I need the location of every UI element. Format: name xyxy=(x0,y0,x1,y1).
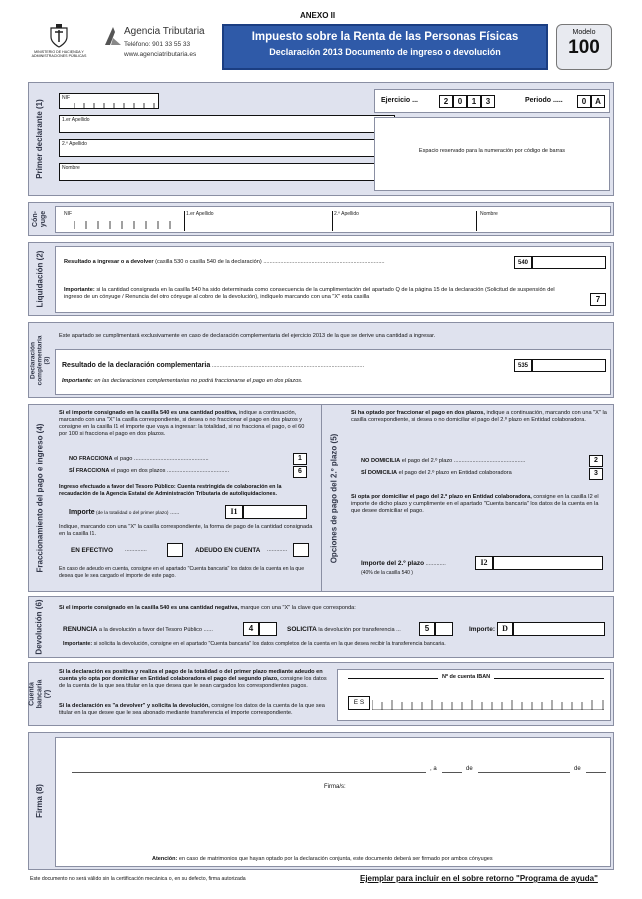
side-label-declarante: Primer declarante (1) xyxy=(35,99,44,179)
section-fraccionamiento xyxy=(28,404,614,592)
iban-input[interactable]: E S xyxy=(348,696,604,710)
agency-web: www.agenciatributaria.es xyxy=(124,51,197,58)
footer-note: Este documento no será válido sin la certificación mecánica o, en su defecto, firma autorizada xyxy=(30,876,246,882)
declarante-apellido1-field[interactable]: 1.er Apellido xyxy=(59,115,395,133)
coat-of-arms-icon xyxy=(48,24,70,48)
agency-logo-icon xyxy=(104,26,122,46)
devolucion-area: RENUNCIA a la devolución a favor del Tesoro Público ...... 4 SOLICITA la devolución por transferencia ... 5 Importe: D Importante: si solicita la devolución, consigne en el apartado "Cuenta bancaria" los datos completos de la cuenta en la que desea recibir la transferencia bancaria. xyxy=(55,617,611,655)
conyuge-fields[interactable]: NIF 1.er Apellido 2.º Apellido Nombre xyxy=(55,206,611,233)
casilla-4[interactable]: 4 xyxy=(243,622,259,636)
casilla-7[interactable]: 7 xyxy=(590,293,606,306)
casilla-2[interactable]: 2 xyxy=(589,455,603,467)
section-cuenta-bancaria: Cuenta bancaria (7) Si la declaración es positiva y realiza el pago de la totalidad o del primer plazo mediante adeudo en cuenta y/o opta por domiciliar en Entidad colaboradora el pago del segundo plazo, consigne los datos de la cuenta de la que sea titular en la que desea que le sean cargados los correspondientes pagos. Si la declaración es "a devolver" y solicita la devolución, consigne los datos de la cuenta de la que sea titular en la que desee que le sea abonado mediante transferencia el importe correspondiente. Nº de cuenta IBAN E S xyxy=(28,662,614,726)
side-label-firma: Firma (8) xyxy=(35,784,45,818)
side-label-opciones: Opciones de pago del 2.º plazo (5) xyxy=(329,433,339,563)
periodo-digits[interactable]: 0 A xyxy=(577,95,605,108)
section-liquidacion xyxy=(28,242,614,316)
modelo-label: Modelo xyxy=(572,29,596,36)
casilla-4-fill xyxy=(259,622,277,636)
casilla-1[interactable]: 1 xyxy=(293,453,307,465)
declarante-nombre-field[interactable]: Nombre xyxy=(59,163,395,181)
agency-name: Agencia Tributaria xyxy=(124,26,205,37)
iban-area: Nº de cuenta IBAN E S xyxy=(337,669,611,721)
casilla-5[interactable]: 5 xyxy=(419,622,435,636)
anexo-label: ANEXO II xyxy=(300,11,336,20)
side-label-liquidacion: Liquidación (2) xyxy=(35,250,45,308)
casilla-i1: I1 xyxy=(225,505,243,519)
ejercicio-digits[interactable]: 2 0 1 3 xyxy=(439,95,495,108)
side-label-conyuge: Cón- yuge xyxy=(32,210,47,228)
declarante-apellido2-field[interactable]: 2.º Apellido xyxy=(59,139,395,157)
footer-copy-label: Ejemplar para incluir en el sobre retorno "Programa de ayuda" xyxy=(360,874,598,883)
side-label-cuenta: Cuenta bancaria (7) xyxy=(28,679,52,709)
side-label-devolucion: Devolución (6) xyxy=(35,599,44,655)
casilla-6[interactable]: 6 xyxy=(293,466,307,478)
title-banner xyxy=(222,24,548,70)
modelo-box xyxy=(556,24,612,70)
barcode-area: Espacio reservado para la numeración por código de barras xyxy=(374,117,610,191)
importe-i2-input[interactable] xyxy=(493,556,603,570)
agency-phone: Teléfono: 901 33 55 33 xyxy=(124,41,191,48)
efectivo-checkbox[interactable] xyxy=(167,543,183,557)
ministry-name: MINISTERIO DE HACIENDA Y ADMINISTRACIONES PÚBLICAS xyxy=(31,50,87,58)
opciones-side-strip xyxy=(321,405,345,591)
declarante-names-area xyxy=(55,89,399,193)
side-label-complementaria: Declaración complementaria (3) xyxy=(29,335,51,385)
section-complementaria: Declaración complementaria (3) Este apartado se cumplimentará exclusivamente en caso de declaración complementaria del ejercicio 2013 de la que se derive una cantidad a ingresar. Resultado de la declaración complementaria .................................................................................................. 535 Importante: en las declaraciones complementarias no podrá fraccionarse el pago en dos plazos. xyxy=(28,322,614,398)
resultado-540-input[interactable] xyxy=(532,256,606,269)
modelo-number: 100 xyxy=(568,37,600,58)
casilla-540: 540 xyxy=(514,256,532,269)
declarante-nif-field[interactable]: NIF xyxy=(59,93,159,109)
casilla-3[interactable]: 3 xyxy=(589,468,603,480)
section-devolucion: Devolución (6) Si el importe consignado en la casilla 540 es una cantidad negativa, marque con una "X" la clave que corresponda: RENUNCIA a la devolución a favor del Tesoro Público ...... 4 SOLICITA la devolución por transferencia ... 5 Importe: D Importante: si solicita la devolución, consigne en el apartado "Cuenta bancaria" los datos completos de la cuenta en la que desea recibir la transferencia bancaria. xyxy=(28,596,614,658)
firma-area[interactable]: , a de de Firma/s: Atención: en caso de matrimonios que hayan optado por la declaración conjunta, este documento deberá ser firmado por ambos cónyuges xyxy=(55,737,611,867)
side-label-fraccionamiento: Fraccionamiento del pago e ingreso (4) xyxy=(35,423,45,573)
section-primer-declarante xyxy=(28,82,614,196)
fraccionamiento-area: Si el importe consignado en la casilla 540 es una cantidad positiva, indique a continuación, marcando con una "X" la casilla correspondiente, si desea o no fraccionar el pago en dos plazos y consigne en la casilla I1 el importe que vaya a ingresar: la totalidad, si no fracciona el pago, o el 60 por 100 si fracciona el pago en dos plazos. NO FRACCIONA el pago ................................................ 1 SÍ FRACCIONA el pago en dos plazos ........................................ 6 Ingreso efectuado a favor del Tesoro Público: Cuenta restringida de colaboración en la recaudación de la Agencia Estatal de Administración Tributaria de autoliquidaciones. Importe (de la totalidad o del primer plazo) ...... I1 Indique, marcando con una "X" la casilla correspondiente, la forma de pago de la cantidad consignada en la casilla I1. EN EFECTIVO .............. ADEUDO EN CUENTA ............. En caso de adeudo en cuenta, consigne en el apartado "Cuenta bancaria" los datos de la cuenta en la que desea que le sea cargado el importe de este pago. xyxy=(59,410,313,579)
liquidacion-area: Resultado a ingresar o a devolver (casilla 530 o casilla 540 de la declaración) .............................................................................. 540 Importante: si la cantidad consignada en la casilla 540 ha sido determinada como consecuencia de la cumplimentación del apartado Q de la página 15 de la declaración (Solicitud de suspensión del ingreso de un cónyuge / Renuncia del otro cónyuge al cobro de la devolución), indíquelo marcando con una "X" esta casilla 7 xyxy=(55,246,611,313)
importe-i1-input[interactable] xyxy=(243,505,307,519)
casilla-5-fill xyxy=(435,622,453,636)
section-conyuge xyxy=(28,202,614,236)
complementaria-area: Resultado de la declaración complementaria .................................................................................................. 535 Importante: en las declaraciones complementarias no podrá fraccionarse el pago en dos plazos. xyxy=(55,349,611,395)
adeudo-checkbox[interactable] xyxy=(293,543,309,557)
casilla-d: D xyxy=(497,622,513,636)
title-line-2: Declaración 2013 Documento de ingreso o devolución xyxy=(269,47,501,57)
section-firma xyxy=(28,732,614,870)
importe-devolucion-input[interactable] xyxy=(513,622,605,636)
casilla-i2: I2 xyxy=(475,556,493,570)
ejercicio-periodo-panel: Ejercicio ... 2 0 1 3 Periodo ..... 0 A xyxy=(374,89,610,113)
opciones-area: Si ha optado por fraccionar el pago en dos plazos, indique a continuación, marcando con una "X" la casilla correspondiente, si desea o no domiciliar el pago del 2.º plazo en Entidad colaboradora. NO DOMICILIA el pago del 2.º plazo .............................................. 2 SÍ DOMICILIA el pago del 2.º plazo en Entidad colaboradora 3 Si opta por domiciliar el pago del 2.º plazo en Entidad colaboradora, consigne en la casilla I2 el importe de dicho plazo y cumplimente en el apartado "Cuenta bancaria" los datos de la cuenta en la que desee domiciliar el pago. Importe del 2.º plazo ............. (40% de la casilla 540 ) I2 xyxy=(351,410,607,576)
resultado-535-input[interactable] xyxy=(532,359,606,372)
title-line-1: Impuesto sobre la Renta de las Personas Físicas xyxy=(251,31,519,43)
casilla-535: 535 xyxy=(514,359,532,372)
